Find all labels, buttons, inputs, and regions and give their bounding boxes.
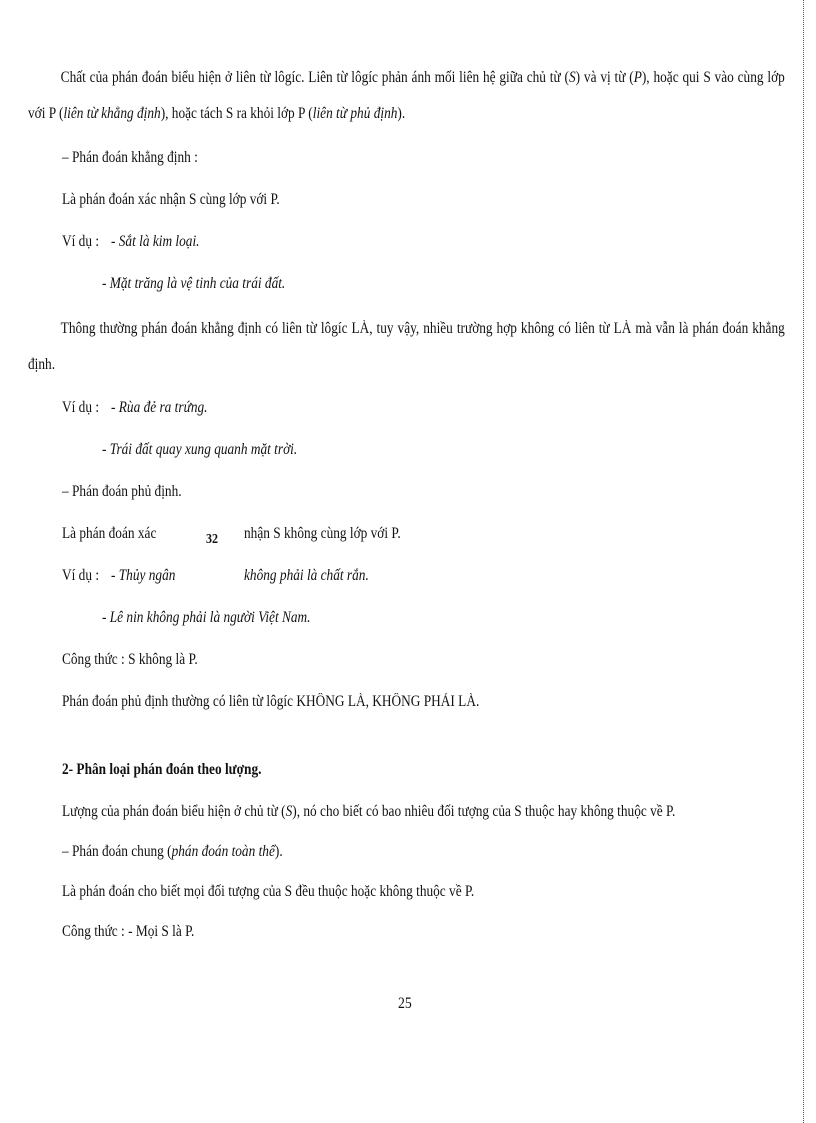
text-run: S (568, 69, 576, 86)
text-run: liên từ phủ định (312, 105, 398, 122)
negate-heading: – Phán đoán phủ định. (62, 483, 182, 500)
example-affirm-1: - Sắt là kim loại. (111, 233, 200, 250)
paragraph-quality (28, 60, 785, 132)
example-label: Ví dụ : (62, 399, 100, 416)
text-run: S (285, 803, 293, 820)
margin-rule (802, 0, 804, 1123)
example-label: Ví dụ : (62, 233, 100, 250)
general-heading (62, 842, 283, 862)
text-run: P (633, 69, 642, 86)
text-run: ). (274, 843, 283, 860)
example-negate-1-start: - Thủy ngân (111, 567, 176, 584)
overlay-number: 32 (206, 532, 219, 547)
negate-definition-start: Là phán đoán xác (62, 525, 157, 542)
section-title: 2- Phân loại phán đoán theo lượng. (62, 761, 262, 778)
text-run: Thông thường phán đoán khẳng định có liên từ lôgíc LÀ, tuy vậy, nhiều trường hợp không có liên từ LÀ mà vẫn là phán đoán khẳng định. (28, 320, 785, 373)
negate-note: Phán đoán phủ định thường có liên từ lôgíc KHÔNG LÀ, KHÔNG PHẢI LÀ. (62, 693, 480, 710)
affirm-definition: Là phán đoán xác nhận S cùng lớp với P. (62, 191, 280, 208)
text-run: Chất của phán đoán biểu hiện ở liên từ lôgíc. Liên từ lôgíc phản ánh mối liên hệ giữa chủ từ ( (60, 69, 569, 86)
text-run: phán đoán toàn thể (171, 843, 275, 860)
example-affirm-4: - Trái đất quay xung quanh mặt trời. (102, 441, 298, 458)
quantity-paragraph (62, 802, 675, 822)
text-run: ), hoặc tách S ra khỏi lớp P ( (160, 105, 313, 122)
text-run: – Phán đoán chung ( (62, 843, 172, 860)
example-negate-1-end: không phải là chất rắn. (244, 567, 369, 584)
page-number: 25 (398, 995, 412, 1012)
text-run: Lượng của phán đoán biểu hiện ở chủ từ ( (62, 803, 286, 820)
affirm-heading: – Phán đoán khẳng định : (62, 149, 198, 166)
text-run: ), hoặc qui S vào cùng lớp với P ( (28, 69, 785, 122)
example-affirm-2: - Mặt trăng là vệ tinh của trái đất. (102, 275, 286, 292)
example-negate-2: - Lê nin không phải là người Việt Nam. (102, 609, 311, 626)
example-affirm-3: - Rùa đẻ ra trứng. (111, 399, 208, 416)
text-run: ). (397, 105, 406, 122)
negate-definition-end: nhận S không cùng lớp với P. (244, 525, 401, 542)
general-formula: Công thức : - Mọi S là P. (62, 923, 195, 940)
text-run: ) và vị từ ( (575, 69, 634, 86)
paragraph-affirm-note (28, 311, 785, 383)
general-definition: Là phán đoán cho biết mọi đối tượng của S đều thuộc hoặc không thuộc về P. (62, 883, 475, 900)
text-run: ), nó cho biết có bao nhiêu đối tượng của S thuộc hay không thuộc về P. (292, 803, 676, 820)
negate-formula: Công thức : S không là P. (62, 651, 198, 668)
example-label: Ví dụ : (62, 567, 100, 584)
text-run: liên từ khẳng định (63, 105, 161, 122)
